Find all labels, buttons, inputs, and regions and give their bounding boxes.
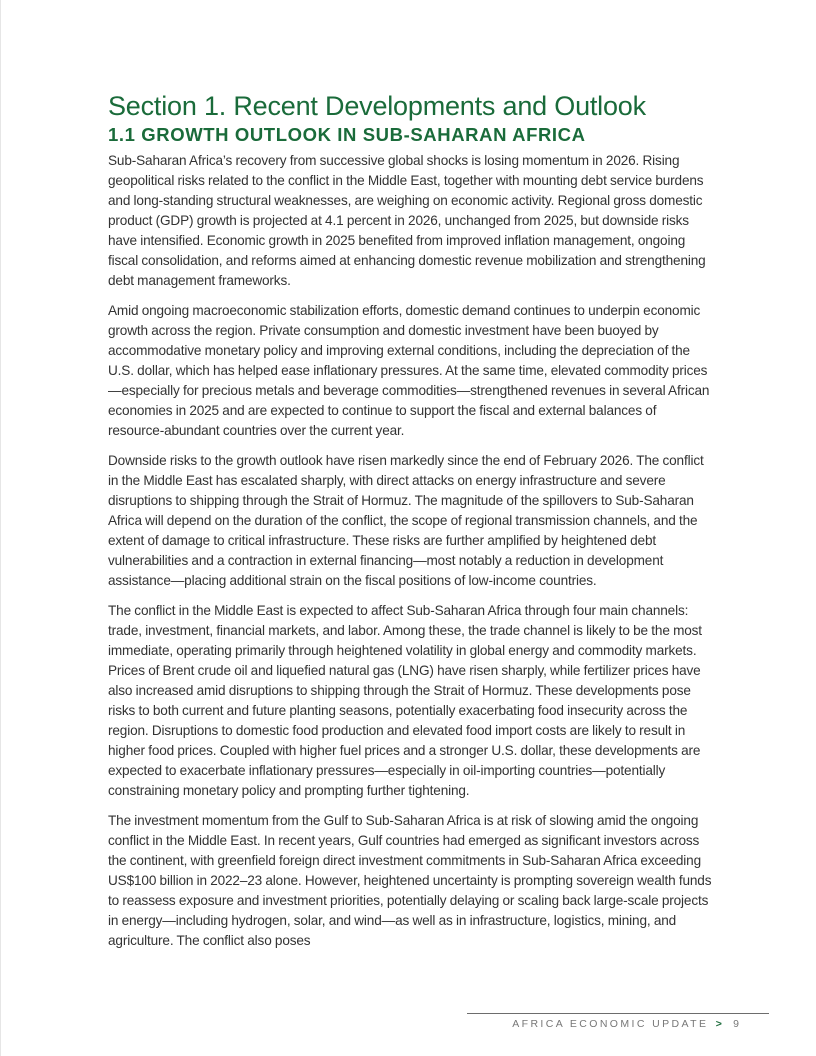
paragraph-growth-outlook: Sub-Saharan Africa’s recovery from successive global shocks is losing momentum in 2026. Rising geopolitical risks related to the conflict in the Middle East, together with mounting debt service burdens and long-standing structural weaknesses, are weighing on economic activity. Regional gross domestic product (GDP) growth is projected at 4.1 percent in 2026, unchanged from 2025, but downside risks have intensified. Economic growth in 2025 benefited from improved inflation management, ongoing fiscal consolidation, and reforms aimed at enhancing domestic revenue mobilization and strengthening debt management frameworks. xyxy=(108,153,706,288)
subsection-title: 1.1 GROWTH OUTLOOK IN SUB-SAHARAN AFRICA xyxy=(108,124,586,145)
publication-name: AFRICA ECONOMIC UPDATE xyxy=(512,1018,709,1030)
section-title: Section 1. Recent Developments and Outlook xyxy=(108,91,646,121)
paragraph-downside-risks: Downside risks to the growth outlook have risen markedly since the end of February 2026. The conflict in the Middle East has escalated sharply, with direct attacks on energy infrastructure and severe disruptions to shipping through the Strait of Hormuz. The magnitude of the spillovers to Sub-Saharan Africa will depend on the duration of the conflict, the scope of regional transmission channels, and the extent of damage to critical infrastructure. These risks are further amplified by heightened debt vulnerabilities and a contraction in external financing—most notably a reduction in development assistance—placing additional strain on the fiscal positions of low-income countries. xyxy=(108,453,704,588)
page-footer xyxy=(467,1013,769,1030)
paragraph-domestic-demand: Amid ongoing macroeconomic stabilization efforts, domestic demand continues to underpin economic growth across the region. Private consumption and domestic investment have been buoyed by accommodative monetary policy and improving external conditions, including the depreciation of the U.S. dollar, which has helped ease inflationary pressures. At the same time, elevated commodity prices—especially for precious metals and beverage commodities—strengthened revenues in several African economies in 2025 and are expected to continue to support the fiscal and external balances of resource-abundant countries over the current year. xyxy=(108,303,710,438)
page-content xyxy=(108,90,712,961)
paragraph-transmission-channels: The conflict in the Middle East is expected to affect Sub-Saharan Africa through four main channels: trade, investment, financial markets, and labor. Among these, the trade channel is likely to be the most immediate, operating primarily through heightened volatility in global energy and commodity markets. Prices of Brent crude oil and liquefied natural gas (LNG) have risen sharply, while fertilizer prices have also increased amid disruptions to shipping through the Strait of Hormuz. These developments pose risks to both current and future planting seasons, potentially exacerbating food insecurity across the region. Disruptions to domestic food production and elevated food import costs are likely to result in higher food prices. Coupled with higher fuel prices and a stronger U.S. dollar, these developments are expected to exacerbate inflationary pressures—especially in oil-importing countries—potentially constraining monetary policy and prompting further tightening. xyxy=(108,603,702,798)
page-number: 9 xyxy=(733,1018,739,1030)
chevron-right-icon: > xyxy=(715,1018,722,1030)
paragraph-gulf-investment: The investment momentum from the Gulf to Sub-Saharan Africa is at risk of slowing amid the ongoing conflict in the Middle East. In recent years, Gulf countries had emerged as significant investors across the continent, with greenfield foreign direct investment commitments in Sub-Saharan Africa exceeding US$100 billion in 2022–23 alone. However, heightened uncertainty is prompting sovereign wealth funds to reassess exposure and investment priorities, potentially delaying or scaling back large-scale projects in energy—including hydrogen, solar, and wind—as well as in infrastructure, logistics, mining, and agriculture. The conflict also poses xyxy=(108,813,712,948)
